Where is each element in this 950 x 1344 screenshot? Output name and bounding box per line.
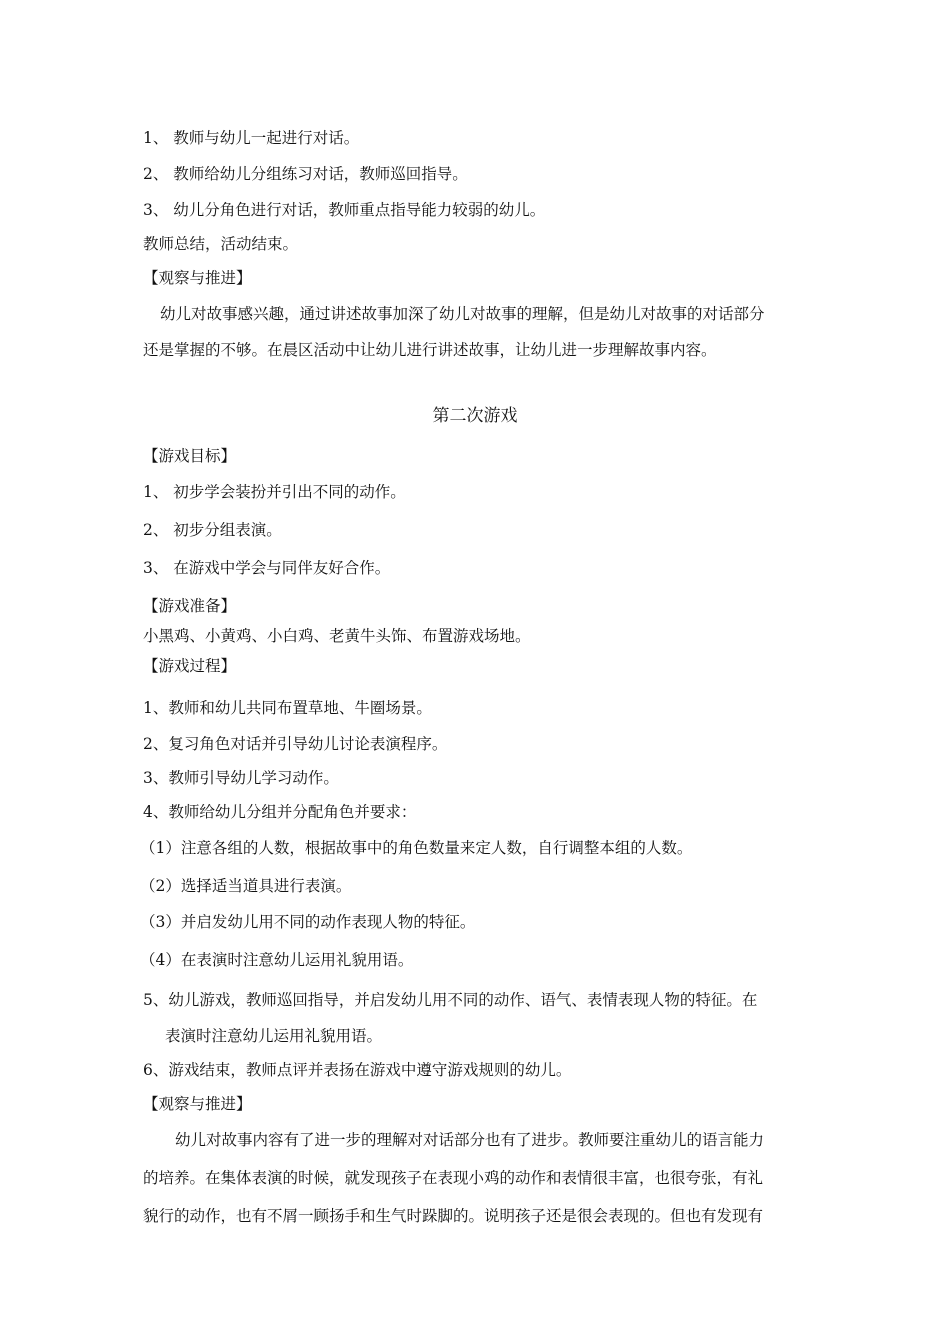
- process-step-5-line-2: 表演时注意幼儿运用礼貌用语。: [165, 1027, 383, 1045]
- observe-heading-1: 【观察与推进】: [143, 269, 252, 287]
- summary-line: 教师总结，活动结束。: [143, 235, 299, 253]
- observe-paragraph-1-line-1: 幼儿对故事感兴趣，通过讲述故事加深了幼儿对故事的理解，但是幼儿对故事的对话部分: [160, 305, 765, 323]
- sub-item-1: （1）注意各组的人数，根据故事中的角色数量来定人数，自行调整本组的人数。: [140, 839, 693, 857]
- prep-heading: 【游戏准备】: [143, 597, 237, 615]
- goal-heading: 【游戏目标】: [143, 447, 237, 465]
- observe-paragraph-2-line-1: 幼儿对故事内容有了进一步的理解对对话部分也有了进步。教师要注重幼儿的语言能力: [175, 1131, 765, 1149]
- process-step-6: 6、游戏结束，教师点评并表扬在游戏中遵守游戏规则的幼儿。: [143, 1061, 572, 1079]
- process-heading: 【游戏过程】: [143, 657, 237, 675]
- section-title: 第二次游戏: [432, 406, 518, 426]
- sub-item-4: （4）在表演时注意幼儿运用礼貌用语。: [140, 951, 414, 969]
- observe-heading-2: 【观察与推进】: [143, 1095, 252, 1113]
- process-step-2: 2、复习角色对话并引导幼儿讨论表演程序。: [143, 735, 448, 753]
- sub-item-3: （3）并启发幼儿用不同的动作表现人物的特征。: [140, 913, 476, 931]
- prep-text: 小黑鸡、小黄鸡、小白鸡、老黄牛头饰、布置游戏场地。: [143, 627, 531, 645]
- step-3: 3、 幼儿分角色进行对话，教师重点指导能力较弱的幼儿。: [143, 201, 546, 219]
- process-step-4: 4、教师给幼儿分组并分配角色并要求：: [143, 803, 417, 821]
- observe-paragraph-2-line-3: 貌行的动作，也有不屑一顾扬手和生气时跺脚的。说明孩子还是很会表现的。但也有发现有: [143, 1207, 764, 1225]
- step-1: 1、 教师与幼儿一起进行对话。: [143, 129, 360, 147]
- process-step-3: 3、教师引导幼儿学习动作。: [143, 769, 339, 787]
- sub-item-2: （2）选择适当道具进行表演。: [140, 877, 352, 895]
- goal-1: 1、 初步学会装扮并引出不同的动作。: [143, 483, 406, 501]
- goal-2: 2、 初步分组表演。: [143, 521, 282, 539]
- goal-3: 3、 在游戏中学会与同伴友好合作。: [143, 559, 391, 577]
- process-step-1: 1、教师和幼儿共同布置草地、牛圈场景。: [143, 699, 432, 717]
- observe-paragraph-2-line-2: 的培养。在集体表演的时候，就发现孩子在表现小鸡的动作和表情很丰富，也很夸张，有礼: [143, 1169, 764, 1187]
- step-2: 2、 教师给幼儿分组练习对话，教师巡回指导。: [143, 165, 468, 183]
- observe-paragraph-1-line-2: 还是掌握的不够。在晨区活动中让幼儿进行讲述故事，让幼儿进一步理解故事内容。: [143, 341, 717, 359]
- process-step-5-line-1: 5、幼儿游戏，教师巡回指导，并启发幼儿用不同的动作、语气、表情表现人物的特征。在: [143, 991, 758, 1009]
